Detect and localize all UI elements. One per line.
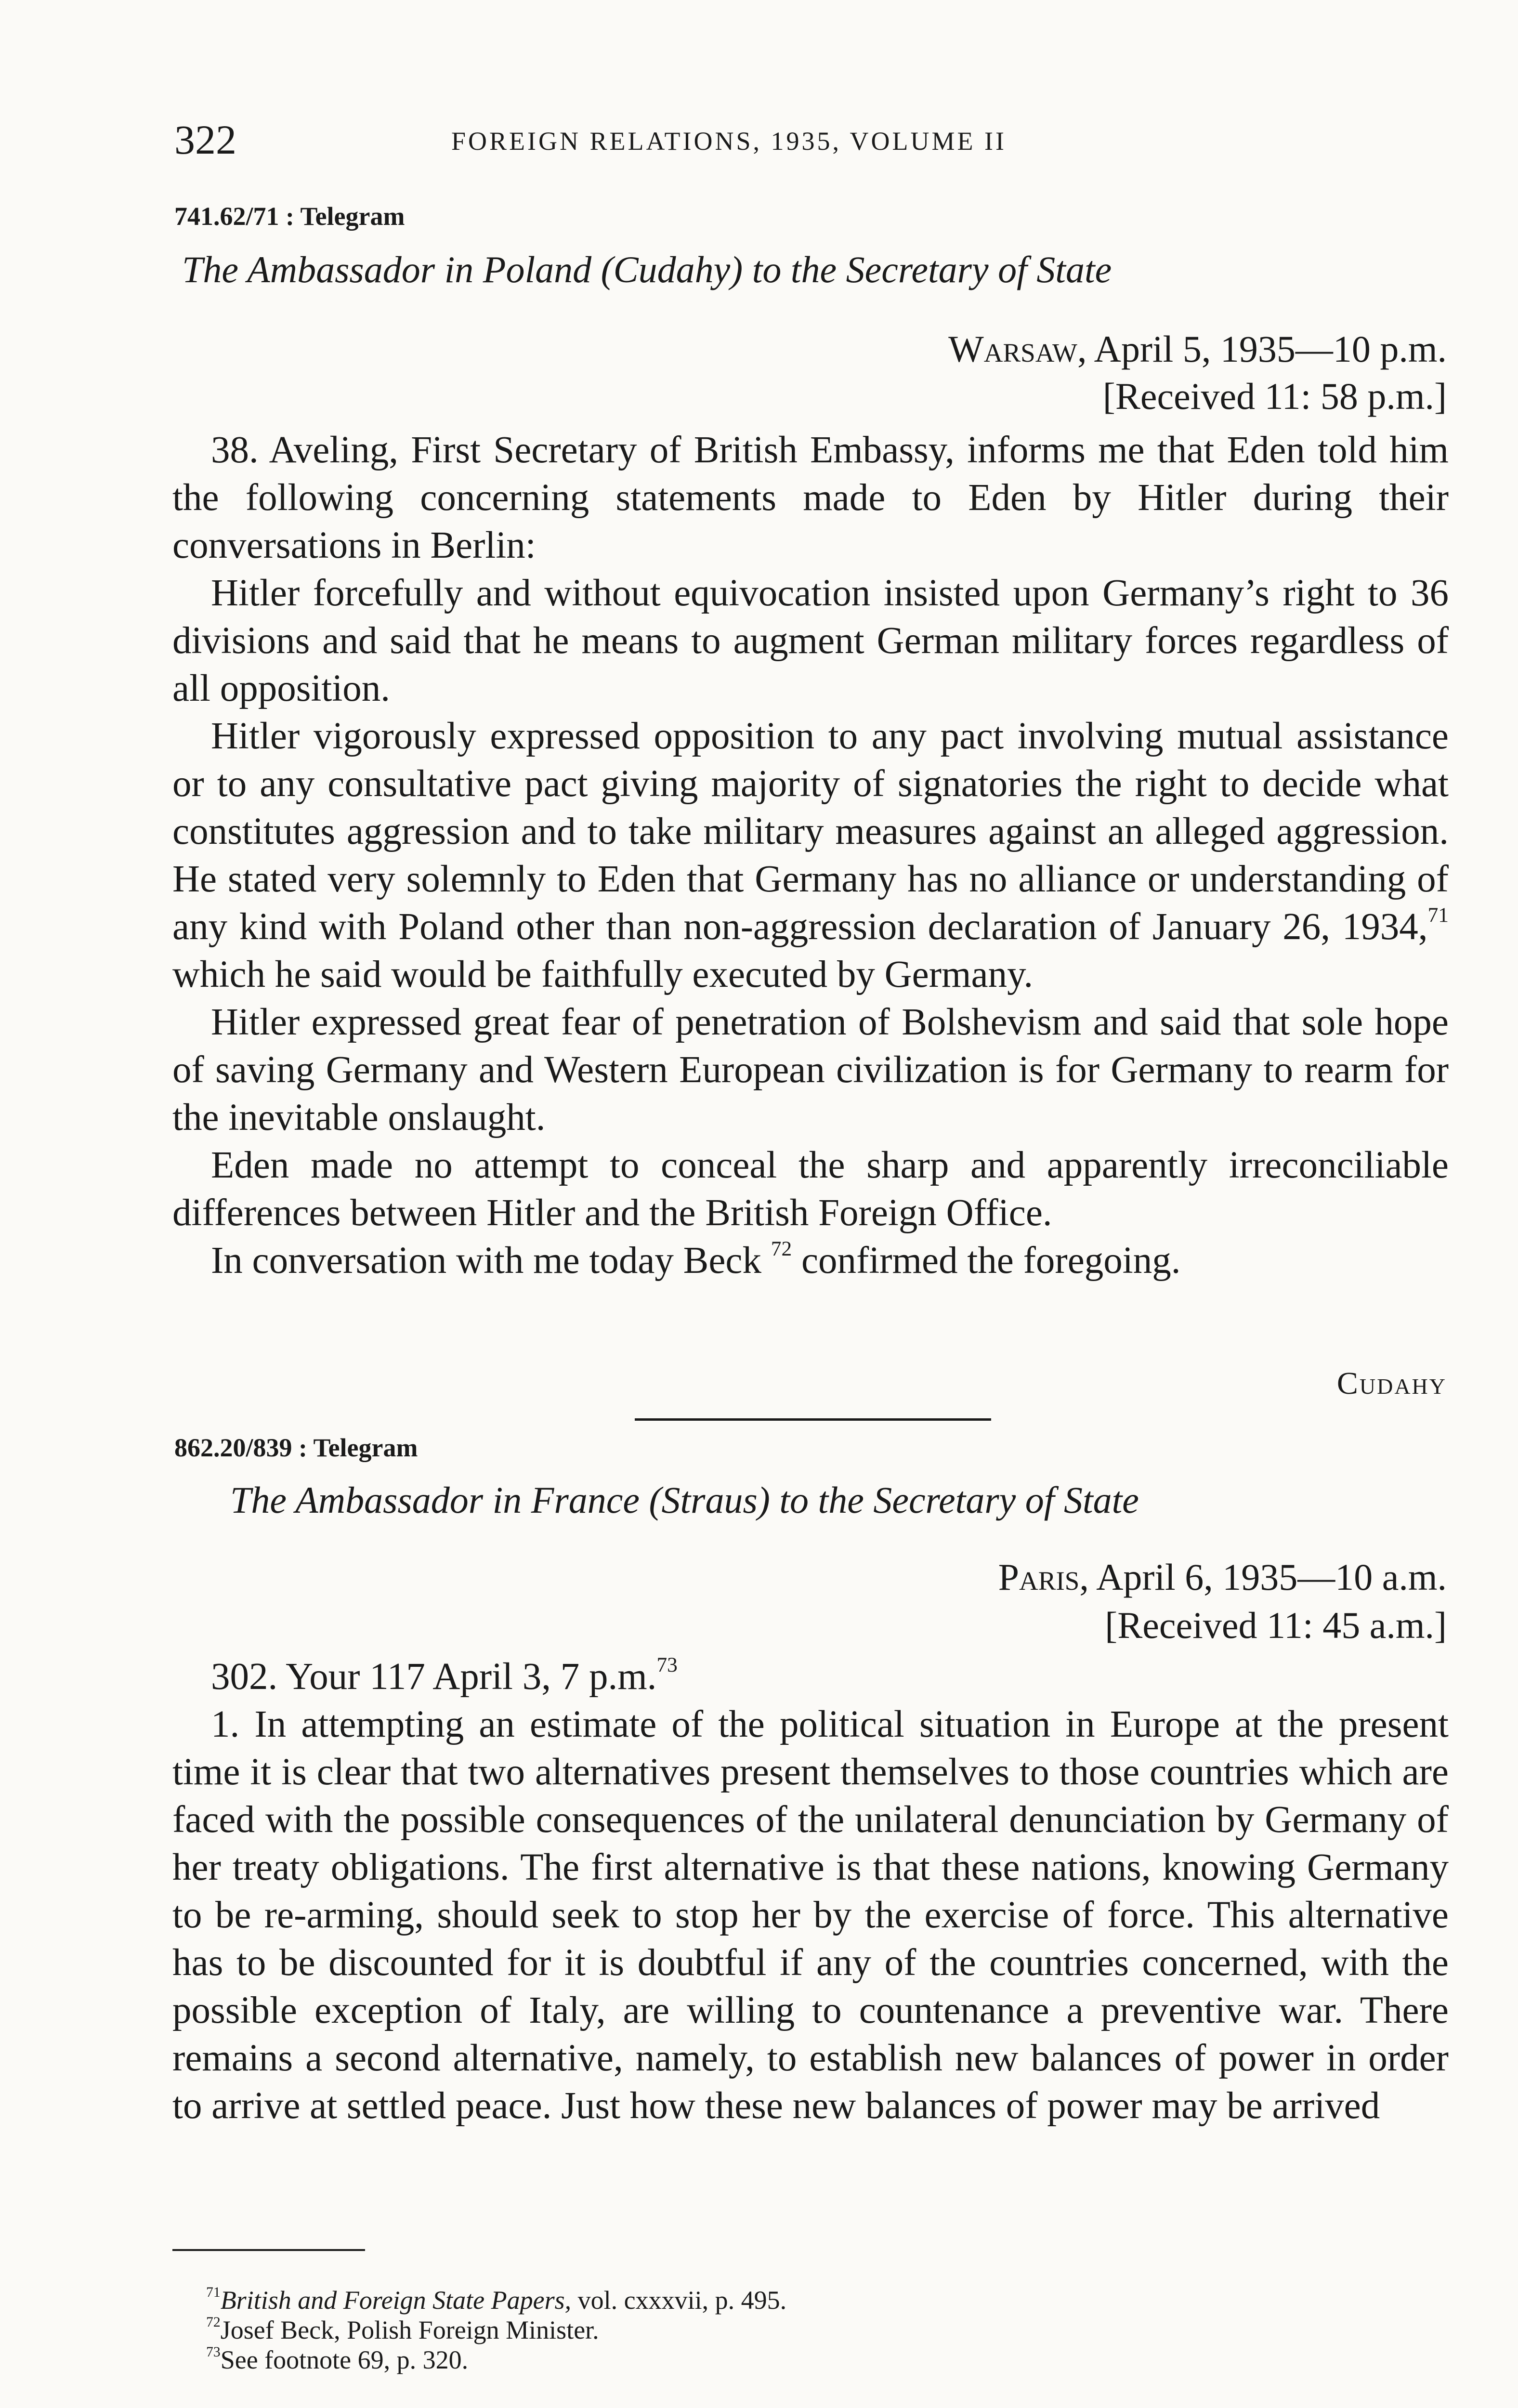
doc2-reference: 862.20/839 : Telegram <box>174 1433 418 1462</box>
doc1-title: The Ambassador in Poland (Cudahy) to the Secretary of State <box>182 249 1112 290</box>
doc2-title: The Ambassador in France (Straus) to the Secretary of State <box>230 1479 1139 1521</box>
footnotes <box>172 2285 1449 2375</box>
doc2-paragraph: 1. In attempting an estimate of the political situation in Europe at the present time it is clear that two alternatives present themselves to those countries which are faced with the possible consequences of the unilateral denunciation by Germany of her treaty obligations. The first alternative is that these nations, knowing Germany to be re-arming, should seek to stop her by the exercise of force. This alternative has to be discounted for it is doubtful if any of the countries concerned, with the possible exception of Italy, are willing to countenance a preventive war. There remains a second alternative, namely, to establish new balances of power in order to arrive at settled peace. Just how these new balances of power may be arrived <box>172 1703 1449 2127</box>
page-header <box>174 116 1451 164</box>
doc2-opening: 302. Your 117 April 3, 7 p.m.$^{73}$ <box>211 1653 678 1698</box>
section-divider <box>635 1418 991 1421</box>
doc1-signature: Cudahy <box>1336 1366 1447 1401</box>
doc1-paragraph: Hitler expressed great fear of penetration of Bolshevism and said that sole hope of saving Germany and Western European civilization is for Germany to rearm for the inevitable onslaught. <box>172 1001 1449 1139</box>
page-number: 322 <box>174 117 236 163</box>
doc1-received: [Received 11: 58 p.m.] <box>1102 375 1447 417</box>
footnote: $^{72}$Josef Beck, Polish Foreign Minister. <box>206 2315 599 2344</box>
doc2-dateline <box>998 1556 1447 1599</box>
footnote: $^{71}$British and Foreign State Papers, vol. cxxxvii, p. 495. <box>206 2285 787 2315</box>
footnote-ref[interactable]: 71 <box>1427 903 1449 927</box>
doc1-paragraph: Hitler vigorously expressed opposition to any pact involving mutual assistance or to any consultative pact giving majority of signatories the right to decide what constitutes aggression and to take military measures against an alleged aggression. He stated very solemnly to Eden that Germany has no alliance or understanding of any kind with Poland other than non-aggression declaration of January 26, 1934,71 which he said would be faithfully executed by Germany. <box>172 715 1449 995</box>
doc1-paragraph: Hitler forcefully and without equivocation insisted upon Germany’s right to 36 divisions and said that he means to augment German military forces regardless of all opposition. <box>172 572 1449 709</box>
footnote: $^{73}$See footnote 69, p. 320. <box>206 2344 469 2374</box>
doc1-paragraph: In conversation with me today Beck $^{72}$ confirmed the foregoing. <box>211 1237 1181 1282</box>
doc1-paragraph: Eden made no attempt to conceal the sharp and apparently irreconciliable differences between Hitler and the British Foreign Office. <box>172 1144 1449 1234</box>
doc1-paragraph: 38. Aveling, First Secretary of British Embassy, informs me that Eden told him the following concerning statements made to Eden by Hitler during their conversations in Berlin: <box>172 429 1449 566</box>
doc2-place: Paris, <box>998 1556 1089 1598</box>
running-head: FOREIGN RELATIONS, 1935, VOLUME II <box>451 127 1007 156</box>
footnote-ref[interactable]: 72 <box>771 1237 792 1260</box>
footnote-ref[interactable]: 73 <box>656 1653 678 1676</box>
doc1-dateline <box>948 327 1447 371</box>
doc2-received: [Received 11: 45 a.m.] <box>1105 1604 1447 1646</box>
footnote-rule <box>172 2249 365 2251</box>
doc1-date: April 5, 1935—10 p.m. <box>1094 328 1447 370</box>
doc1-body <box>172 426 1449 1284</box>
doc1-place: Warsaw, <box>948 328 1087 370</box>
doc2-body <box>172 1653 1449 2130</box>
doc1-reference: 741.62/71 : Telegram <box>174 202 405 231</box>
doc2-date: April 6, 1935—10 a.m. <box>1096 1556 1447 1598</box>
